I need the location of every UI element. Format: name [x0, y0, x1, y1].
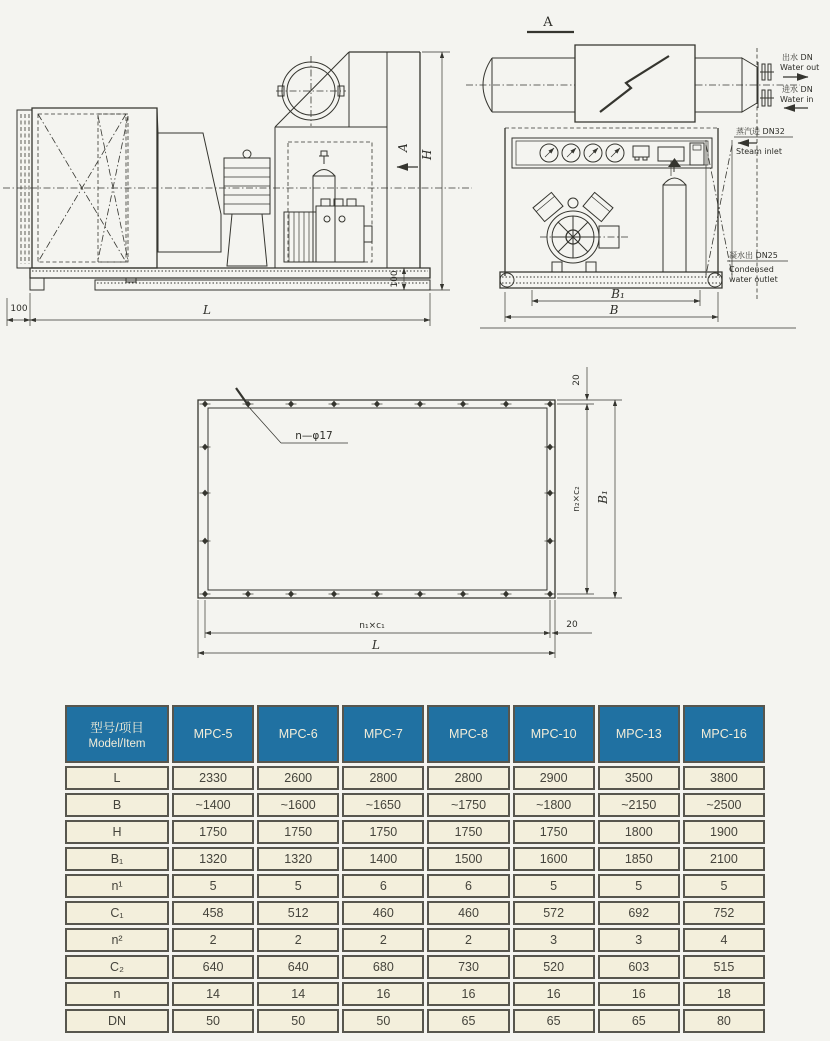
table-cell: ~1650 — [342, 793, 424, 817]
cond-out-cn: 凝水出 DN25 — [729, 251, 778, 260]
table-cell: 603 — [598, 955, 680, 979]
table-row — [65, 955, 765, 979]
table-cell: 50 — [342, 1009, 424, 1033]
table-header-model-item — [65, 705, 169, 763]
base-skid-front — [500, 272, 722, 288]
row-label: C₁ — [65, 901, 169, 925]
table-cell: 680 — [342, 955, 424, 979]
table-cell: 2 — [427, 928, 509, 952]
table-cell: 2800 — [342, 766, 424, 790]
table-row — [65, 766, 765, 790]
dim-label-n1c1: n₁×c₁ — [359, 621, 385, 631]
flange-view-drawing — [198, 367, 622, 658]
table-cell: 3 — [513, 928, 595, 952]
table-cell: ~2150 — [598, 793, 680, 817]
steam-inlet-cn: 蒸汽进 DN32 — [736, 127, 785, 136]
dim-label-h: H — [420, 149, 434, 160]
water-in-cn: 进水 DN — [782, 85, 813, 94]
table-cell: ~1800 — [513, 793, 595, 817]
table-cell: 1320 — [172, 847, 254, 871]
table-header-col: MPC-16 — [683, 705, 765, 763]
row-label: C₂ — [65, 955, 169, 979]
table-cell: 512 — [257, 901, 339, 925]
dim-B-front — [480, 292, 796, 328]
holes-callout-label: n—φ17 — [295, 430, 333, 442]
cond-out-en-1: Condensed — [729, 265, 774, 274]
steam-inlet-annotation — [734, 126, 793, 156]
steam-inlet-en: Steam inlet — [736, 147, 782, 156]
condenser-cylinder — [466, 45, 800, 300]
front-view-label: A — [543, 15, 553, 30]
table-cell: 520 — [513, 955, 595, 979]
table-header-col: MPC-5 — [172, 705, 254, 763]
table-cell: 640 — [257, 955, 339, 979]
spec-table-header-row — [65, 705, 765, 763]
table-cell: 5 — [172, 874, 254, 898]
water-in-en: Water in — [780, 95, 814, 104]
table-header-col: MPC-8 — [427, 705, 509, 763]
table-cell: ~2500 — [683, 793, 765, 817]
compressor-front — [533, 192, 630, 272]
table-header-col: MPC-7 — [342, 705, 424, 763]
table-cell: 515 — [683, 955, 765, 979]
machine-compartment — [275, 52, 420, 268]
table-row — [65, 982, 765, 1006]
table-cell: 1750 — [342, 820, 424, 844]
table-cell: 5 — [683, 874, 765, 898]
row-label: B — [65, 793, 169, 817]
table-cell: 65 — [427, 1009, 509, 1033]
table-cell: 3 — [598, 928, 680, 952]
table-cell: 2600 — [257, 766, 339, 790]
row-label: DN — [65, 1009, 169, 1033]
table-cell: 1750 — [172, 820, 254, 844]
dim-right-flange — [557, 367, 622, 598]
spec-table — [62, 702, 768, 1036]
dim-bottom-flange — [198, 600, 592, 658]
table-row — [65, 847, 765, 871]
water-out-en: Water out — [780, 63, 820, 72]
front-view-drawing — [466, 15, 819, 328]
dim-bottom-side — [7, 293, 430, 326]
table-cell: 1600 — [513, 847, 595, 871]
table-cell: 2800 — [427, 766, 509, 790]
table-cell: 16 — [427, 982, 509, 1006]
table-header-col: MPC-10 — [513, 705, 595, 763]
bolt-holes — [200, 401, 556, 598]
table-row — [65, 928, 765, 952]
table-cell: 2900 — [513, 766, 595, 790]
row-label: B₁ — [65, 847, 169, 871]
table-cell: 3800 — [683, 766, 765, 790]
table-row — [65, 793, 765, 817]
compressor-side — [316, 199, 372, 262]
table-cell: ~1400 — [172, 793, 254, 817]
table-row — [65, 820, 765, 844]
table-cell: 16 — [598, 982, 680, 1006]
water-in-annotation — [780, 84, 813, 108]
pressure-gauge — [540, 144, 558, 162]
table-row — [65, 874, 765, 898]
dim-label-b1-flange: B₁ — [596, 490, 610, 504]
table-cell: 14 — [257, 982, 339, 1006]
table-cell: 2330 — [172, 766, 254, 790]
table-cell: 1750 — [427, 820, 509, 844]
view-a-letter: A — [396, 143, 410, 152]
row-label: n² — [65, 928, 169, 952]
gauge-panel — [512, 138, 712, 176]
condensed-water-annotation — [727, 250, 788, 284]
table-cell: 2 — [257, 928, 339, 952]
table-cell: 16 — [342, 982, 424, 1006]
table-cell: 80 — [683, 1009, 765, 1033]
table-cell: 1500 — [427, 847, 509, 871]
dim-label-100-front: 100 — [10, 304, 28, 314]
spec-table-body — [65, 766, 765, 1033]
holes-callout — [236, 388, 348, 443]
table-cell: 2 — [172, 928, 254, 952]
table-row — [65, 901, 765, 925]
fan-housing — [157, 108, 221, 252]
row-label: n — [65, 982, 169, 1006]
pressure-gauge — [584, 144, 602, 162]
table-cell: 1800 — [598, 820, 680, 844]
table-cell: 4 — [683, 928, 765, 952]
row-label: H — [65, 820, 169, 844]
table-cell: 572 — [513, 901, 595, 925]
pressure-gauge — [606, 144, 624, 162]
base-frame-side — [30, 268, 430, 290]
table-cell: 1750 — [513, 820, 595, 844]
table-cell: 50 — [257, 1009, 339, 1033]
cond-out-en-2: water outlet — [729, 275, 778, 284]
row-label: n¹ — [65, 874, 169, 898]
pressure-gauge — [562, 144, 580, 162]
table-cell: 640 — [172, 955, 254, 979]
table-cell: 65 — [598, 1009, 680, 1033]
table-cell: 692 — [598, 901, 680, 925]
table-cell: 1850 — [598, 847, 680, 871]
table-cell: 5 — [257, 874, 339, 898]
table-cell: 6 — [427, 874, 509, 898]
dim-label-20-bottom: 20 — [566, 620, 578, 630]
table-cell: 730 — [427, 955, 509, 979]
table-cell: 1400 — [342, 847, 424, 871]
table-cell: 5 — [513, 874, 595, 898]
dim-label-n2c2: n₂×c₂ — [572, 486, 582, 512]
table-cell: 3500 — [598, 766, 680, 790]
table-cell: 16 — [513, 982, 595, 1006]
table-cell: 1320 — [257, 847, 339, 871]
water-out-cn: 出水 DN — [782, 53, 813, 62]
side-view-drawing — [3, 52, 472, 326]
table-row — [65, 1009, 765, 1033]
water-out-annotation — [780, 52, 819, 77]
table-cell: 6 — [342, 874, 424, 898]
dim-label-l-side: L — [203, 303, 211, 317]
air-inlet-louver — [17, 110, 32, 268]
table-cell: 18 — [683, 982, 765, 1006]
table-header-col: MPC-13 — [598, 705, 680, 763]
dim-label-100-base: 100 — [390, 270, 400, 288]
table-header-col: MPC-6 — [257, 705, 339, 763]
dim-H — [410, 52, 450, 290]
view-direction-a — [396, 143, 418, 167]
table-cell: 2 — [342, 928, 424, 952]
table-cell: 1900 — [683, 820, 765, 844]
row-label: L — [65, 766, 169, 790]
dim-label-b-front: B — [609, 303, 619, 317]
table-cell: 1750 — [257, 820, 339, 844]
table-cell: ~1600 — [257, 793, 339, 817]
table-cell: 14 — [172, 982, 254, 1006]
table-cell: 5 — [598, 874, 680, 898]
finned-condenser — [284, 212, 316, 262]
table-cell: 460 — [427, 901, 509, 925]
fan-motor — [224, 150, 270, 266]
table-cell: 458 — [172, 901, 254, 925]
spec-table-section — [62, 702, 768, 1036]
receiver-tank-front — [663, 158, 686, 272]
model-item-en: Model/Item — [88, 738, 146, 750]
dim-label-l-flange: L — [372, 638, 380, 652]
table-cell: 2100 — [683, 847, 765, 871]
model-item-cn: 型号/项目 — [90, 721, 144, 735]
dim-label-20-top: 20 — [572, 374, 582, 386]
table-cell: 752 — [683, 901, 765, 925]
table-cell: ~1750 — [427, 793, 509, 817]
dim-label-b1-front: B₁ — [611, 287, 625, 301]
table-cell: 50 — [172, 1009, 254, 1033]
table-cell: 460 — [342, 901, 424, 925]
table-cell: 65 — [513, 1009, 595, 1033]
